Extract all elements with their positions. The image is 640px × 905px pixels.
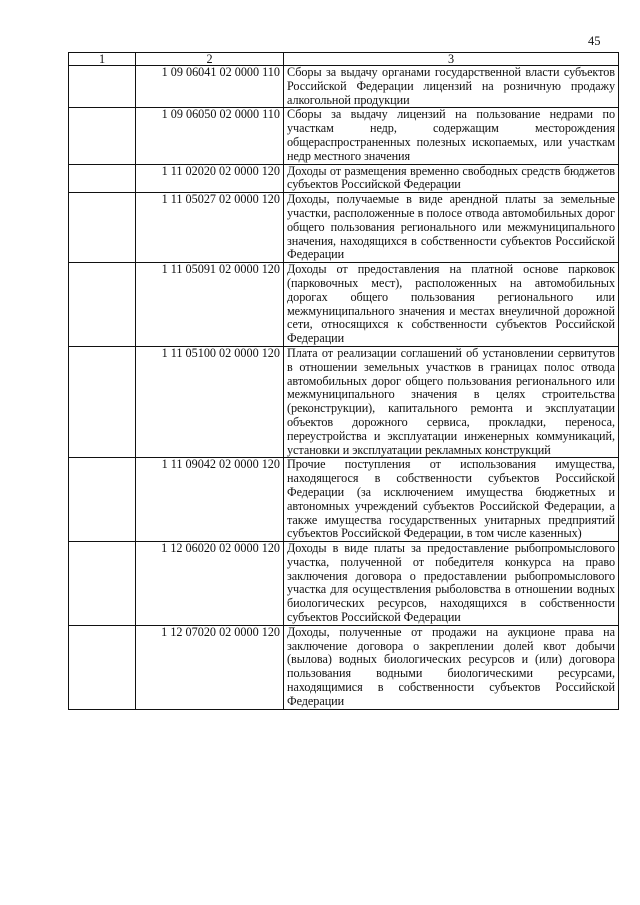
table-row <box>69 346 619 457</box>
description-cell: Сборы за выдачу лицензий на пользование недрами по участкам недр, содержащим месторождения общераспространенных полезных ископаемых, или участкам недр местного значения <box>284 108 619 164</box>
budget-code-cell: 1 09 06050 02 0000 110 <box>136 108 284 164</box>
row-number-cell <box>69 625 136 709</box>
description-cell: Доходы от предоставления на платной основе парковок (парковочных мест), расположенных на автомобильных дорогах общего пользования регионального или межмуниципального значения и местах внеуличной дорожной сети, относящихся к собственности субъектов Российской Федерации <box>284 263 619 347</box>
row-number-cell <box>69 263 136 347</box>
description-cell: Сборы за выдачу органами государственной власти субъектов Российской Федерации лицензий на розничную продажу алкогольной продукции <box>284 66 619 108</box>
table-row <box>69 263 619 347</box>
column-header-2: 2 <box>136 53 284 66</box>
table-row <box>69 542 619 626</box>
budget-code-cell: 1 09 06041 02 0000 110 <box>136 66 284 108</box>
table-row <box>69 164 619 193</box>
description-cell: Прочие поступления от использования имущества, находящегося в собственности субъектов Российской Федерации (за исключением имущества бюджетных и автономных учреждений субъектов Российской Федерации, а также имущества государственных унитарных предприятий субъектов Российской Федерации, в том числе казенных) <box>284 458 619 542</box>
budget-code-cell: 1 11 05100 02 0000 120 <box>136 346 284 457</box>
description-cell: Доходы от размещения временно свободных средств бюджетов субъектов Российской Федерации <box>284 164 619 193</box>
row-number-cell <box>69 458 136 542</box>
column-header-1: 1 <box>69 53 136 66</box>
column-header-3: 3 <box>284 53 619 66</box>
row-number-cell <box>69 193 136 263</box>
budget-code-cell: 1 11 05027 02 0000 120 <box>136 193 284 263</box>
description-cell: Доходы, получаемые в виде арендной платы за земельные участки, расположенные в полосе отвода автомобильных дорог общего пользования регионального или межмуниципального значения, находящихся в собственности субъектов Российской Федерации <box>284 193 619 263</box>
description-cell: Доходы в виде платы за предоставление рыбопромыслового участка, полученной от победителя конкурса на право заключения договора о предоставлении рыбопромыслового участка для осуществления рыболовства в отношении водных биологических ресурсов, находящихся в собственности субъектов Российской Федерации <box>284 542 619 626</box>
row-number-cell <box>69 164 136 193</box>
budget-code-cell: 1 11 09042 02 0000 120 <box>136 458 284 542</box>
budget-code-cell: 1 12 07020 02 0000 120 <box>136 625 284 709</box>
row-number-cell <box>69 542 136 626</box>
description-cell: Плата от реализации соглашений об установлении сервитутов в отношении земельных участков в границах полос отвода автомобильных дорог общего пользования регионального или межмуниципального значения в целях строительства (реконструкции), капитального ремонта и эксплуатации объектов дорожного сервиса, прокладки, переноса, переустройства и эксплуатации инженерных коммуникаций, установки и эксплуатации рекламных конструкций <box>284 346 619 457</box>
budget-revenue-table <box>68 52 619 710</box>
table-row <box>69 193 619 263</box>
budget-code-cell: 1 12 06020 02 0000 120 <box>136 542 284 626</box>
table-row <box>69 108 619 164</box>
table-row <box>69 625 619 709</box>
description-cell: Доходы, полученные от продажи на аукционе права на заключение договора о закреплении долей квот добычи (вылова) водных биологических ресурсов и (или) договора пользования водными биологическими ресурсами, находящимися в собственности субъектов Российской Федерации <box>284 625 619 709</box>
budget-code-cell: 1 11 02020 02 0000 120 <box>136 164 284 193</box>
row-number-cell <box>69 108 136 164</box>
table-row <box>69 458 619 542</box>
row-number-cell <box>69 346 136 457</box>
page-number: 45 <box>588 34 601 48</box>
table-header-row <box>69 53 619 66</box>
table-row <box>69 66 619 108</box>
row-number-cell <box>69 66 136 108</box>
budget-code-cell: 1 11 05091 02 0000 120 <box>136 263 284 347</box>
